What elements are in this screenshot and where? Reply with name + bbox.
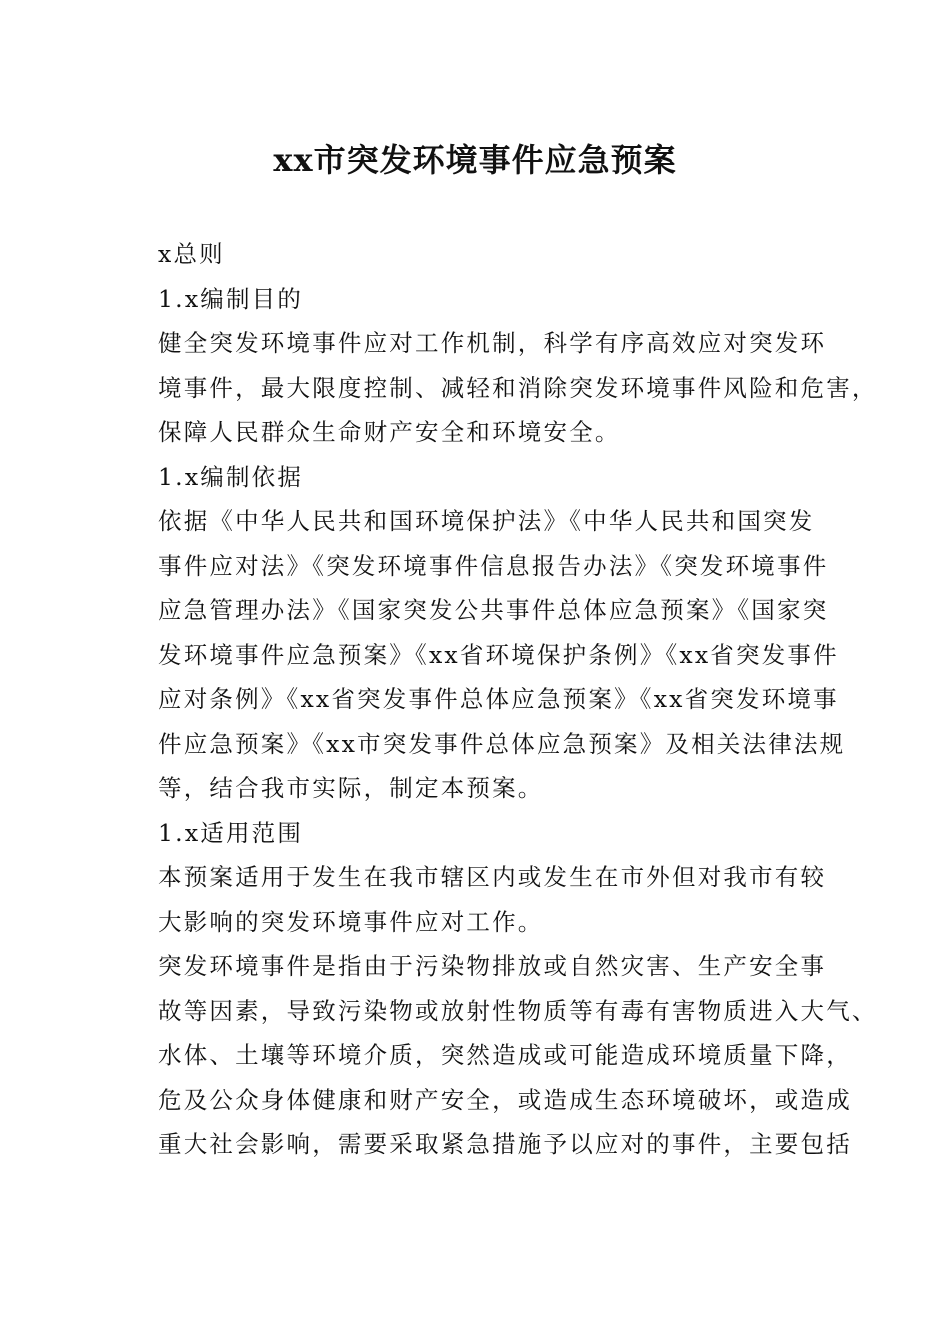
paragraph-basis <box>120 499 846 811</box>
text-line: 重大社会影响，需要采取紧急措施予以应对的事件，主要包括 <box>158 1130 852 1158</box>
text-line: 保障人民群众生命财产安全和环境安全。 <box>158 418 621 446</box>
text-line: 突发环境事件是指由于污染物排放或自然灾害、生产安全事 <box>158 952 827 980</box>
document-title: xx市突发环境事件应急预案 <box>273 141 677 179</box>
section-heading-basis <box>120 455 836 500</box>
text-line: 依据《中华人民共和国环境保护法》《中华人民共和国突发 <box>158 507 815 535</box>
text-line: 等，结合我市实际，制定本预案。 <box>158 774 544 802</box>
text-line: 1.x适用范围 <box>158 818 304 847</box>
document-body <box>120 232 878 1167</box>
paragraph-purpose <box>120 321 878 455</box>
text-line: 1.x编制依据 <box>158 462 304 491</box>
text-line: 危及公众身体健康和财产安全，或造成生态环境破坏，或造成 <box>158 1085 852 1114</box>
text-line: 本预案适用于发生在我市辖区内或发生在市外但对我市有较 <box>158 863 827 891</box>
text-line: 水体、土壤等环境介质，突然造成或可能造成环境质量下降， <box>158 1041 852 1069</box>
text-line: 大影响的突发环境事件应对工作。 <box>158 907 544 936</box>
paragraph-definition <box>120 944 878 1167</box>
section-heading-purpose <box>120 277 836 322</box>
section-heading-scope <box>120 811 836 856</box>
text-line: 件应急预案》《xx市突发事件总体应急预案》及相关法律法规 <box>158 729 846 758</box>
text-line: 1.x编制目的 <box>158 284 304 313</box>
text-line: 应急管理办法》《国家突发公共事件总体应急预案》《国家突 <box>158 596 829 624</box>
text-line: 发环境事件应急预案》《xx省环境保护条例》《xx省突发事件 <box>158 640 839 669</box>
text-line: 事件应对法》《突发环境事件信息报告办法》《突发环境事件 <box>158 551 829 580</box>
text-line: x总则 <box>158 240 225 268</box>
paragraph-scope <box>120 855 836 944</box>
section-heading-general <box>120 232 836 277</box>
text-line: 境事件，最大限度控制、减轻和消除突发环境事件风险和危害， <box>158 373 878 402</box>
text-line: 健全突发环境事件应对工作机制，科学有序高效应对突发环 <box>158 329 827 357</box>
text-line: 应对条例》《xx省突发事件总体应急预案》《xx省突发环境事 <box>158 685 839 713</box>
text-line: 故等因素，导致污染物或放射性物质等有毒有害物质进入大气、 <box>158 996 878 1025</box>
